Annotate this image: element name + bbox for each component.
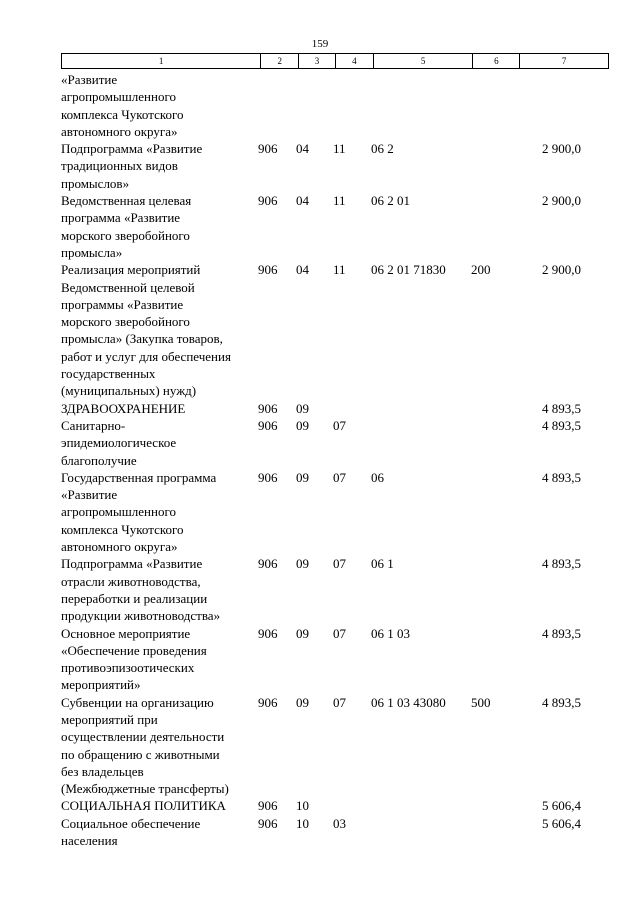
row-amount-cell: 4 893,5 [542,469,581,485]
table-row [61,625,621,694]
row-ministry-code-cell: 906 [258,141,278,157]
row-target-article-cell: 06 1 [371,556,394,572]
row-subsection-cell: 11 [333,193,346,209]
header-col-5: 5 [374,54,474,68]
header-col-6: 6 [473,54,520,68]
row-name-cell: Подпрограмма «Развитие традиционных видов промыслов» [61,141,203,191]
row-section-cell: 04 [296,193,309,209]
row-ministry-code-cell: 906 [258,400,278,416]
row-ministry-code-cell [258,71,296,140]
row-target-article-cell: 06 2 [371,141,394,157]
row-name-cell: Основное мероприятие «Обеспечение проведения противоэпизоотических мероприятий» [61,625,207,693]
row-target-article-cell [371,417,471,469]
row-amount-cell: 4 893,5 [542,556,581,572]
row-target-article-cell [371,400,471,417]
row-section-cell: 04 [296,141,309,157]
row-name-cell: Субвенции на организацию мероприятий при осуществлении деятельности по обращению с животными без владельцев (Межбюджетные трансферты) [61,694,229,797]
row-name-cell: «Развитие агропромышленного комплекса Чукотского автономного округа» [61,72,184,139]
row-section-cell: 09 [296,469,309,485]
budget-table-body [61,71,621,849]
row-target-article-cell [371,797,471,814]
row-subsection-cell: 03 [333,815,346,831]
row-section-cell: 09 [296,556,309,572]
row-target-article-cell: 06 1 03 43080 [371,694,446,710]
row-expense-type-cell [471,815,531,850]
row-expense-type-cell [471,71,531,140]
row-target-article-cell: 06 [371,469,384,485]
row-name-cell: Социальное обеспечение населения [61,815,201,849]
table-row [61,469,621,555]
row-target-article-cell [371,71,471,140]
row-section-cell: 09 [296,625,309,641]
row-subsection-cell: 11 [333,262,346,278]
row-subsection-cell [333,400,371,417]
row-subsection-cell: 07 [333,556,346,572]
header-col-3: 3 [299,54,336,68]
row-name-cell: Реализация мероприятий Ведомственной целевой программы «Развитие морского зверобойного промысла» (Закупка товаров, работ и услуг для обеспечения государственных (муниципальных) нужд) [61,262,231,399]
table-row [61,815,621,850]
table-row [61,71,621,140]
row-subsection-cell: 07 [333,469,346,485]
row-name-cell: Ведомственная целевая программа «Развитие морского зверобойного промысла» [61,193,192,260]
table-row [61,797,621,814]
row-amount-cell: 5 606,4 [542,815,581,831]
row-expense-type-cell [471,400,531,417]
row-subsection-cell: 07 [333,694,346,710]
row-name-cell: Государственная программа «Развитие агропромышленного комплекса Чукотского автономного округа» [61,469,217,555]
row-section-cell: 10 [296,798,309,814]
table-header-row [61,53,609,69]
row-amount-cell: 4 893,5 [542,400,581,416]
table-row [61,261,621,399]
row-ministry-code-cell: 906 [258,556,278,572]
row-expense-type-cell: 200 [471,262,491,278]
row-amount-cell: 2 900,0 [542,141,581,157]
row-section-cell [296,71,333,140]
row-name-cell: Подпрограмма «Развитие отрасли животноводства, переработки и реализации продукции животноводства» [61,556,221,624]
table-row [61,694,621,798]
row-name-cell: ЗДРАВООХРАНЕНИЕ [61,400,186,416]
table-row [61,192,621,261]
row-subsection-cell: 07 [333,625,346,641]
row-ministry-code-cell: 906 [258,625,278,641]
row-expense-type-cell [471,797,531,814]
row-ministry-code-cell: 906 [258,694,278,710]
row-amount-cell: 4 893,5 [542,417,581,433]
header-col-2: 2 [261,54,299,68]
table-row [61,400,621,417]
row-subsection-cell: 07 [333,417,346,433]
row-name-cell: СОЦИАЛЬНАЯ ПОЛИТИКА [61,798,226,814]
row-target-article-cell: 06 2 01 [371,193,410,209]
table-row [61,555,621,624]
row-expense-type-cell [471,417,531,469]
row-expense-type-cell [471,140,531,192]
row-ministry-code-cell: 906 [258,262,278,278]
row-target-article-cell: 06 2 01 71830 [371,262,446,278]
row-expense-type-cell [471,192,531,261]
row-section-cell: 09 [296,417,309,433]
row-ministry-code-cell: 906 [258,469,278,485]
header-col-4: 4 [336,54,374,68]
row-amount-cell: 4 893,5 [542,694,581,710]
page-number: 159 [311,38,329,50]
row-ministry-code-cell: 906 [258,417,278,433]
row-section-cell: 04 [296,262,309,278]
row-section-cell: 09 [296,694,309,710]
row-target-article-cell [371,815,471,850]
row-expense-type-cell [471,555,531,624]
row-ministry-code-cell: 906 [258,815,278,831]
row-amount-cell [531,71,581,140]
header-col-7: 7 [561,56,567,66]
row-expense-type-cell [471,625,531,694]
row-ministry-code-cell: 906 [258,193,278,209]
row-section-cell: 09 [296,400,309,416]
row-amount-cell: 2 900,0 [542,193,581,209]
row-target-article-cell: 06 1 03 [371,625,410,641]
row-amount-cell: 4 893,5 [542,625,581,641]
row-expense-type-cell [471,469,531,555]
row-ministry-code-cell: 906 [258,798,278,814]
header-col-1: 1 [62,54,261,68]
row-section-cell: 10 [296,815,309,831]
row-amount-cell: 2 900,0 [542,262,581,278]
table-row [61,417,621,469]
row-subsection-cell [333,71,371,140]
row-amount-cell: 5 606,4 [542,798,581,814]
row-subsection-cell [333,797,371,814]
row-subsection-cell: 11 [333,141,346,157]
row-name-cell: Санитарно- эпидемиологическое благополучие [61,417,177,468]
row-expense-type-cell: 500 [471,694,491,710]
table-row [61,140,621,192]
